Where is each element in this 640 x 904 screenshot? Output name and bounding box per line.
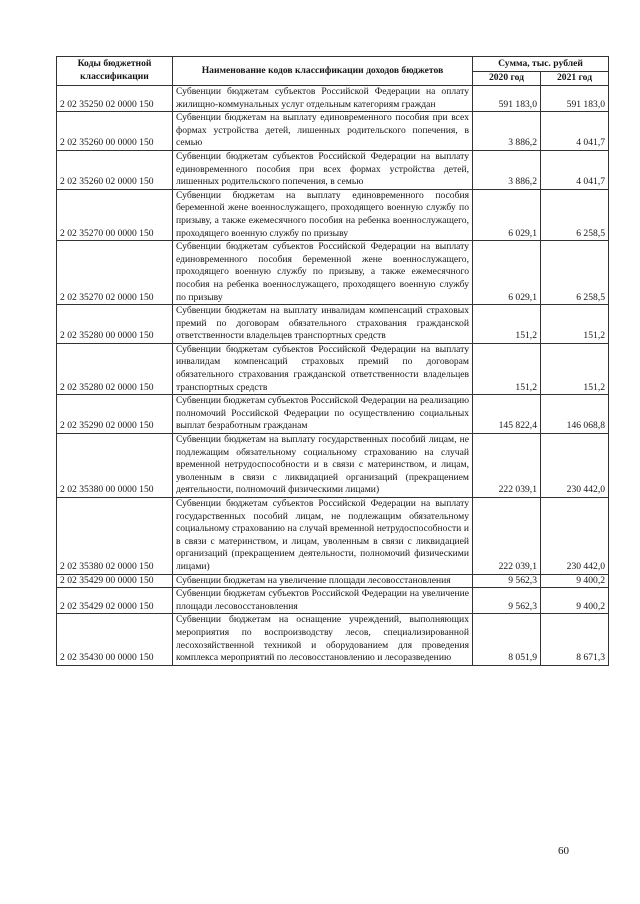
budget-code: 2 02 35270 00 0000 150 (57, 189, 173, 240)
budget-code: 2 02 35380 00 0000 150 (57, 434, 173, 498)
income-name: Субвенции бюджетам на выплату единовременного пособия беременной жене военнослужащего, проходящего военную службу по призыву, а также ежемесячного пособия на ребенка военнослужащего, проходящего военную службу по призыву (173, 189, 473, 240)
table-header-row (57, 57, 609, 72)
header-codes: Коды бюджетной классификации (57, 57, 173, 86)
amount-2021: 6 258,5 (541, 189, 609, 240)
amount-2021: 9 400,2 (541, 574, 609, 588)
amount-2021: 151,2 (541, 305, 609, 344)
header-year-2020: 2020 год (473, 72, 541, 86)
table-row (57, 588, 609, 614)
amount-2021: 9 400,2 (541, 588, 609, 614)
amount-2021: 591 183,0 (541, 86, 609, 112)
budget-code: 2 02 35290 02 0000 150 (57, 395, 173, 434)
table-row (57, 241, 609, 305)
revenue-codes-table (56, 56, 609, 666)
amount-2021: 6 258,5 (541, 241, 609, 305)
amount-2020: 3 886,2 (473, 112, 541, 151)
amount-2021: 4 041,7 (541, 150, 609, 189)
budget-code: 2 02 35260 02 0000 150 (57, 150, 173, 189)
income-name: Субвенции бюджетам субъектов Российской Федерации на реализацию полномочий Российской Федерации по осуществлению социальных выплат безработным гражданам (173, 395, 473, 434)
table-row (57, 395, 609, 434)
budget-code: 2 02 35429 02 0000 150 (57, 588, 173, 614)
amount-2020: 6 029,1 (473, 189, 541, 240)
income-name: Субвенции бюджетам на оснащение учреждений, выполняющих мероприятия по воспроизводству лесов, специализированной лесохозяйственной техникой и оборудованием для проведения комплекса мероприятий по лесовосстановлению и лесоразведению (173, 614, 473, 665)
page-number: 60 (558, 845, 569, 857)
table-row (57, 86, 609, 112)
table-row (57, 189, 609, 240)
income-name: Субвенции бюджетам на выплату единовременного пособия при всех формах устройства детей, лишенных родительского попечения, в семью (173, 112, 473, 151)
amount-2021: 146 068,8 (541, 395, 609, 434)
amount-2020: 591 183,0 (473, 86, 541, 112)
amount-2020: 145 822,4 (473, 395, 541, 434)
budget-code: 2 02 35280 00 0000 150 (57, 305, 173, 344)
income-name: Субвенции бюджетам субъектов Российской Федерации на увеличение площади лесовосстановления (173, 588, 473, 614)
amount-2020: 151,2 (473, 305, 541, 344)
amount-2021: 230 442,0 (541, 434, 609, 498)
header-year-2021: 2021 год (541, 72, 609, 86)
budget-code: 2 02 35380 02 0000 150 (57, 498, 173, 575)
income-name: Субвенции бюджетам субъектов Российской Федерации на выплату единовременного пособия беременной жене военнослужащего, проходящего военную службу по призыву, а также ежемесячного пособия на ребенка военнослужащего, проходящего военную службу по призыву (173, 241, 473, 305)
table-row (57, 150, 609, 189)
income-name: Субвенции бюджетам на выплату инвалидам компенсаций страховых премий по договорам обязательного страхования гражданской ответственности владельцев транспортных средств (173, 305, 473, 344)
table-row (57, 112, 609, 151)
amount-2020: 222 039,1 (473, 434, 541, 498)
income-name: Субвенции бюджетам субъектов Российской Федерации на оплату жилищно-коммунальных услуг отдельным категориям граждан (173, 86, 473, 112)
table-row (57, 434, 609, 498)
amount-2020: 8 051,9 (473, 614, 541, 665)
table-row (57, 574, 609, 588)
amount-2020: 6 029,1 (473, 241, 541, 305)
header-name: Наименование кодов классификации доходов бюджетов (173, 57, 473, 86)
header-sum: Сумма, тыс. рублей (473, 57, 609, 72)
table-row (57, 305, 609, 344)
amount-2021: 8 671,3 (541, 614, 609, 665)
income-name: Субвенции бюджетам субъектов Российской Федерации на выплату государственных пособий лицам, не подлежащим обязательному социальному страхованию на случай временной нетрудоспособности и в связи с материнством, и лицам, уволенным в связи с ликвидацией организаций (прекращением деятельности, полномочий физическими лицами) (173, 498, 473, 575)
amount-2021: 151,2 (541, 343, 609, 394)
amount-2020: 9 562,3 (473, 574, 541, 588)
amount-2020: 3 886,2 (473, 150, 541, 189)
budget-code: 2 02 35430 00 0000 150 (57, 614, 173, 665)
amount-2021: 230 442,0 (541, 498, 609, 575)
budget-code: 2 02 35429 00 0000 150 (57, 574, 173, 588)
budget-code: 2 02 35280 02 0000 150 (57, 343, 173, 394)
income-name: Субвенции бюджетам субъектов Российской Федерации на выплату единовременного пособия при всех формах устройства детей, лишенных родительского попечения, в семью (173, 150, 473, 189)
table-row (57, 498, 609, 575)
budget-code: 2 02 35260 00 0000 150 (57, 112, 173, 151)
income-name: Субвенции бюджетам субъектов Российской Федерации на выплату инвалидам компенсаций страховых премий по договорам обязательного страхования гражданской ответственности владельцев транспортных средств (173, 343, 473, 394)
budget-code: 2 02 35250 02 0000 150 (57, 86, 173, 112)
budget-code: 2 02 35270 02 0000 150 (57, 241, 173, 305)
amount-2020: 9 562,3 (473, 588, 541, 614)
amount-2020: 222 039,1 (473, 498, 541, 575)
table-row (57, 343, 609, 394)
amount-2021: 4 041,7 (541, 112, 609, 151)
amount-2020: 151,2 (473, 343, 541, 394)
income-name: Субвенции бюджетам на выплату государственных пособий лицам, не подлежащим обязательному социальному страхованию на случай временной нетрудоспособности и в связи с материнством, и лицам, уволенным в связи с ликвидацией организаций (прекращением деятельности, полномочий физическими лицами) (173, 434, 473, 498)
income-name: Субвенции бюджетам на увеличение площади лесовосстановления (173, 574, 473, 588)
table-row (57, 614, 609, 665)
